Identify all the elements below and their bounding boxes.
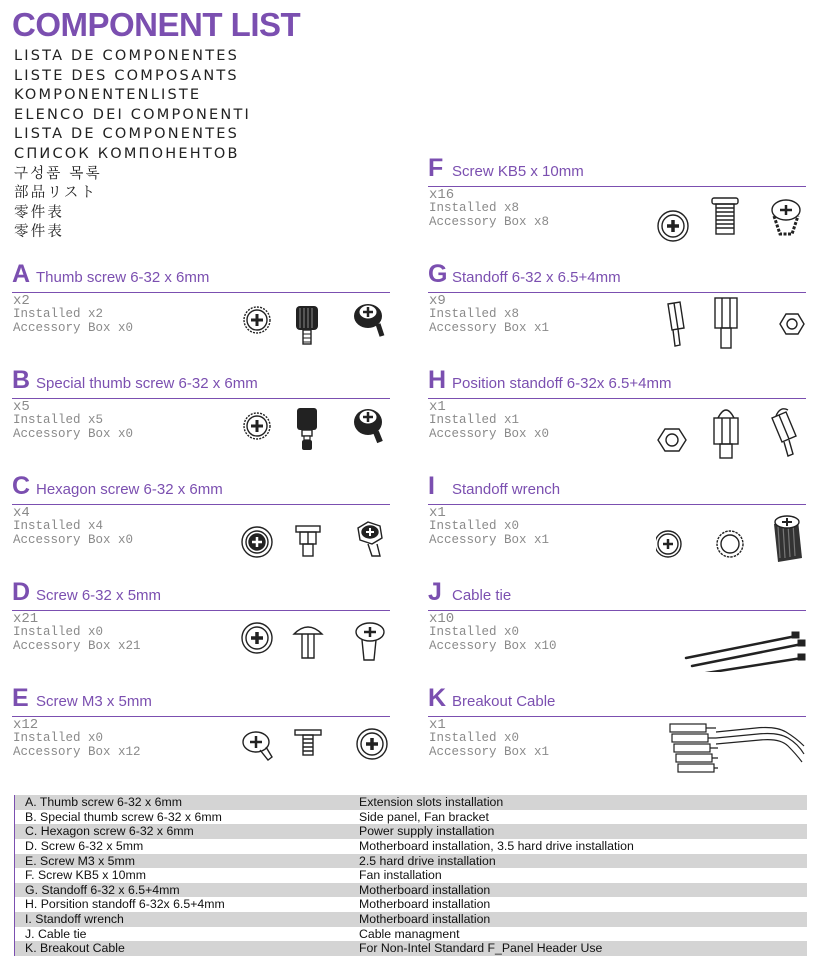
component-header (12, 684, 390, 717)
quantity-installed: Installed x5 (13, 413, 104, 427)
component-quantity (429, 189, 549, 229)
quantity-total: x10 (429, 611, 455, 627)
component-quantity (13, 613, 141, 653)
quantity-total: x21 (13, 611, 39, 627)
thumb-screw-side-icon (296, 306, 318, 344)
component-header (12, 260, 390, 293)
table-cell-use: Power supply installation (359, 824, 495, 839)
table-cell-part: G. Standoff 6-32 x 6.5+4mm (25, 882, 180, 897)
wrench-top-icon (656, 531, 681, 557)
quantity-accessory: Accessory Box x0 (13, 532, 134, 547)
quantity-installed: Installed x0 (13, 731, 104, 745)
hex-screw-side-icon (296, 526, 320, 556)
table-cell-part: D. Screw 6-32 x 5mm (25, 838, 144, 853)
kb5-screw-angle-icon (772, 200, 800, 234)
component-header (428, 366, 806, 399)
component-letter: K (428, 684, 447, 712)
table-row (15, 897, 807, 912)
component-h (428, 366, 808, 464)
table-row (15, 868, 807, 883)
component-illustration (240, 294, 390, 354)
component-letter: B (12, 366, 31, 394)
quantity-installed: Installed x0 (429, 519, 520, 533)
wrench-ring-icon (717, 531, 743, 557)
component-header (428, 472, 806, 505)
component-name: Standoff 6-32 x 6.5+4mm (452, 269, 621, 286)
component-letter: D (12, 578, 31, 606)
quantity-total: x1 (429, 717, 446, 733)
quantity-accessory: Accessory Box x10 (429, 638, 557, 653)
m3-screw-angle-icon (243, 732, 272, 760)
table-cell-use: Extension slots installation (359, 795, 504, 809)
special-thumb-screw-top-icon (244, 413, 270, 439)
quantity-accessory: Accessory Box x0 (429, 426, 550, 441)
table-cell-part: I. Standoff wrench (25, 912, 124, 927)
component-b (12, 366, 392, 464)
title-translation: LISTE DES COMPOSANTS (14, 67, 239, 84)
quantity-installed: Installed x0 (13, 625, 104, 639)
component-a (12, 260, 392, 358)
title-translation: LISTA DE COMPONENTES (14, 48, 240, 64)
hex-screw-angle-icon (358, 522, 382, 556)
component-quantity (13, 719, 141, 759)
quantity-total: x2 (13, 293, 30, 309)
table-cell-part: A. Thumb screw 6-32 x 6mm (25, 795, 182, 809)
quantity-accessory: Accessory Box x21 (13, 638, 141, 653)
position-standoff-angle-icon (772, 409, 796, 456)
table-row (15, 883, 807, 898)
table-cell-use: Motherboard installation (359, 897, 491, 912)
component-header (12, 578, 390, 611)
title-translation: 零件表 (14, 224, 65, 241)
component-illustration (656, 612, 806, 672)
component-quantity (13, 401, 133, 441)
m3-screw-side-icon (295, 730, 321, 755)
m3-screw-top-icon (357, 729, 387, 759)
page-title: COMPONENT LIST (12, 6, 301, 43)
title-translation: 部品リスト (14, 185, 98, 202)
table-row (15, 941, 807, 956)
cable-tie-icon (686, 632, 805, 672)
table-cell-use: 2.5 hard drive installation (359, 853, 496, 868)
table-cell-use: Cable managment (359, 926, 460, 941)
component-letter: A (12, 260, 31, 288)
component-name: Screw M3 x 5mm (36, 693, 152, 710)
component-letter: E (12, 684, 29, 712)
component-name: Breakout Cable (452, 693, 556, 710)
quantity-total: x16 (429, 187, 455, 203)
title-translation: ELENCO DEI COMPONENTI (14, 106, 252, 123)
table-cell-part: K. Breakout Cable (25, 941, 125, 956)
table-row (15, 839, 807, 854)
table-cell-use: Fan installation (359, 868, 442, 883)
table-cell-part: B. Special thumb screw 6-32 x 6mm (25, 809, 222, 824)
position-standoff-hex-top-icon (658, 429, 686, 451)
component-letter: C (12, 472, 31, 500)
title-translation: 구성품 목록 (14, 165, 102, 182)
quantity-installed: Installed x0 (429, 625, 520, 639)
component-g (428, 260, 808, 358)
thumb-screw-top-icon (244, 307, 270, 333)
component-letter: I (428, 472, 435, 500)
quantity-installed: Installed x1 (429, 413, 520, 427)
table-cell-use: Motherboard installation, 3.5 hard drive installation (359, 838, 634, 853)
table-cell-use: Side panel, Fan bracket (359, 809, 489, 824)
component-quantity (13, 507, 133, 547)
quantity-total: x1 (429, 505, 446, 521)
special-thumb-screw-angle-icon (354, 409, 382, 442)
quantity-total: x5 (13, 399, 30, 415)
component-name: Special thumb screw 6-32 x 6mm (36, 375, 258, 392)
component-header (428, 260, 806, 293)
component-quantity (429, 295, 549, 335)
quantity-installed: Installed x2 (13, 307, 104, 321)
quantity-total: x4 (13, 505, 30, 521)
kb5-screw-side-icon (712, 198, 738, 234)
table-cell-part: C. Hexagon screw 6-32 x 6mm (25, 824, 194, 839)
component-letter: G (428, 260, 448, 288)
position-standoff-side-icon (714, 410, 738, 458)
component-illustration (656, 294, 806, 354)
component-name: Cable tie (452, 587, 512, 604)
component-k (428, 684, 808, 782)
component-quantity (13, 295, 133, 335)
component-header (428, 684, 806, 717)
table-cell-use: Motherboard installation (359, 882, 491, 897)
quantity-installed: Installed x8 (429, 201, 520, 215)
wrench-angle-icon (774, 516, 802, 562)
component-letter: F (428, 154, 444, 182)
table-cell-part: E. Screw M3 x 5mm (25, 853, 136, 868)
table-row (15, 810, 807, 825)
component-illustration (656, 400, 806, 460)
component-name: Screw KB5 x 10mm (452, 163, 584, 180)
screw-side-icon (294, 627, 322, 658)
table-cell-part: H. Porsition standoff 6-32x 6.5+4mm (25, 897, 225, 912)
component-illustration (240, 400, 390, 460)
table-cell-use: Motherboard installation (359, 912, 491, 927)
component-name: Screw 6-32 x 5mm (36, 587, 162, 604)
quantity-installed: Installed x0 (429, 731, 520, 745)
quantity-accessory: Accessory Box x8 (429, 214, 550, 229)
standoff-side-icon (715, 298, 737, 348)
title-translation: СПИСОК КОМПОНЕНТОВ (14, 145, 240, 162)
thumb-screw-angle-icon (354, 304, 382, 336)
component-header (12, 472, 390, 505)
quantity-installed: Installed x4 (13, 519, 104, 533)
usage-table (14, 795, 807, 956)
component-name: Thumb screw 6-32 x 6mm (36, 269, 210, 286)
table-row (15, 824, 807, 839)
quantity-accessory: Accessory Box x12 (13, 744, 141, 759)
special-thumb-screw-side-icon (297, 408, 317, 450)
table-row (15, 854, 807, 869)
quantity-accessory: Accessory Box x1 (429, 532, 550, 547)
title-translation: 零件表 (14, 204, 65, 221)
component-illustration (240, 612, 390, 672)
component-c (12, 472, 392, 570)
quantity-total: x12 (13, 717, 39, 733)
title-translation: KOMPONENTENLISTE (14, 87, 202, 104)
quantity-total: x9 (429, 293, 446, 309)
component-quantity (429, 507, 549, 547)
screw-top-icon (242, 623, 272, 653)
table-cell-use: For Non-Intel Standard F_Panel Header Use (359, 941, 603, 956)
table-row (15, 927, 807, 942)
component-quantity (429, 719, 549, 759)
component-name: Position standoff 6-32x 6.5+4mm (452, 375, 672, 392)
quantity-installed: Installed x8 (429, 307, 520, 321)
component-i (428, 472, 808, 570)
component-quantity (429, 401, 549, 441)
table-cell-part: F. Screw KB5 x 10mm (25, 868, 146, 883)
hex-screw-top-icon (242, 527, 272, 557)
table-cell-part: J. Cable tie (25, 926, 87, 941)
quantity-accessory: Accessory Box x1 (429, 320, 550, 335)
quantity-accessory: Accessory Box x1 (429, 744, 550, 759)
quantity-accessory: Accessory Box x0 (13, 320, 134, 335)
component-illustration (240, 718, 390, 778)
standoff-angle-icon (668, 302, 684, 346)
component-illustration (656, 718, 806, 778)
title-translation: LISTA DE COMPONENTES (14, 126, 240, 143)
component-e (12, 684, 392, 782)
component-letter: J (428, 578, 442, 606)
component-f (428, 154, 808, 252)
quantity-accessory: Accessory Box x0 (13, 426, 134, 441)
component-letter: H (428, 366, 447, 394)
component-d (12, 578, 392, 676)
table-row (15, 912, 807, 927)
table-row (15, 795, 807, 810)
component-quantity (429, 613, 557, 653)
component-header (428, 154, 806, 187)
component-illustration (656, 506, 806, 566)
component-name: Hexagon screw 6-32 x 6mm (36, 481, 223, 498)
standoff-hex-top-icon (780, 314, 804, 334)
component-illustration (656, 188, 806, 248)
component-header (12, 366, 390, 399)
quantity-total: x1 (429, 399, 446, 415)
component-illustration (240, 506, 390, 566)
breakout-cable-icon (670, 724, 804, 772)
component-header (428, 578, 806, 611)
component-name: Standoff wrench (452, 481, 561, 498)
kb5-screw-top-icon (658, 211, 688, 241)
component-j (428, 578, 808, 676)
title-translations (14, 47, 251, 243)
screw-angle-icon (356, 623, 384, 660)
